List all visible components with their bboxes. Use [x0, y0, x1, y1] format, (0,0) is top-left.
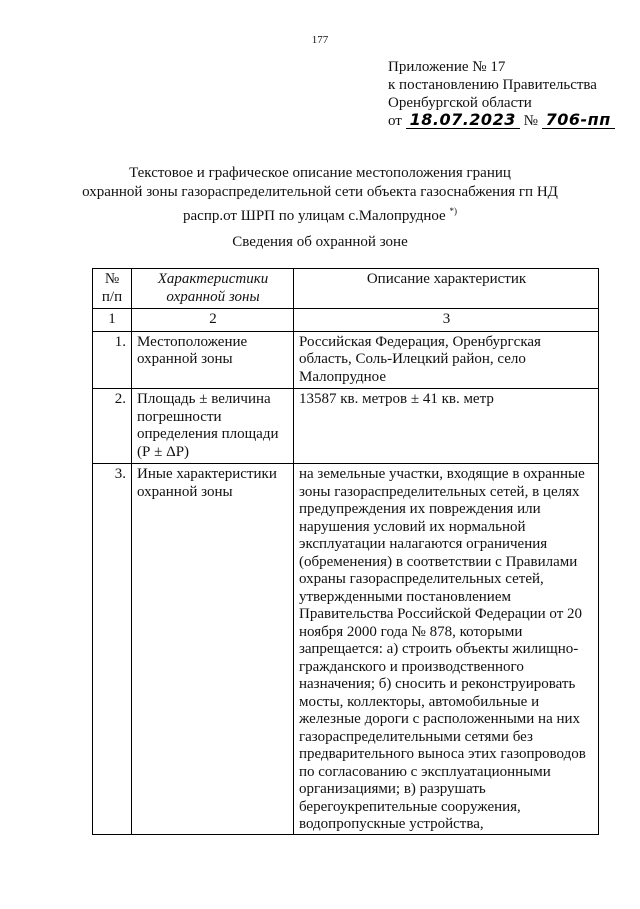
- row-number: 3.: [93, 464, 132, 835]
- date-prefix: от: [388, 113, 402, 129]
- number-sign: №: [523, 113, 538, 129]
- title-line-2: охранной зоны газораспределительной сети объекта газоснабжения гп НД: [82, 184, 558, 200]
- title-line-3: [0, 202, 640, 226]
- row-characteristic: Площадь ± величина погрешности определения площади (Р ± ΔР): [132, 389, 294, 464]
- table-row: [93, 464, 599, 835]
- table-column-numbers-row: [93, 309, 599, 332]
- row-number: 2.: [93, 389, 132, 464]
- annex-line-2: к постановлению Правительства: [388, 77, 597, 93]
- title-line-1: Текстовое и графическое описание местоположения границ: [129, 165, 511, 181]
- footnote-mark: *): [449, 206, 457, 216]
- annex-line-1: Приложение № 17: [388, 59, 506, 75]
- handwritten-number: 706-пп: [542, 112, 615, 129]
- table-row: [93, 331, 599, 389]
- row-description: 13587 кв. метров ± 41 кв. метр: [294, 389, 599, 464]
- row-characteristic: Иные характеристики охранной зоны: [132, 464, 294, 835]
- table-row: [93, 389, 599, 464]
- annex-block: [388, 58, 615, 130]
- page-number: 177: [311, 34, 329, 46]
- row-characteristic: Местоположение охранной зоны: [132, 331, 294, 389]
- column-number-1: 1: [93, 309, 132, 332]
- header-characteristics: Характеристики охранной зоны: [132, 269, 294, 309]
- row-description: на земельные участки, входящие в охранные зоны газораспределительных сетей, в целях предупреждения их повреждения или нарушения условий их нормальной эксплуатации налагаются ограничения (обременения) в соответствии с Правилами охраны газораспределительных сетей, утвержденными постановлением Правительства Российской Федерации от 20 ноября 2000 года № 878, которыми запрещается: а) строить объекты жилищно-гражданского и производственного назначения; б) сносить и реконструировать мосты, коллекторы, автомобильные и железные дороги с расположенными на них газораспределительными сетями без предварительного выноса этих газопроводов по согласованию с эксплуатационными организациями; в) разрушать берегоукрепительные сооружения, водопропускные устройства,: [294, 464, 599, 835]
- document-title: [0, 164, 640, 226]
- row-description: Российская Федерация, Оренбургская область, Соль-Илецкий район, село Малопрудное: [294, 331, 599, 389]
- table-header-row: [93, 269, 599, 309]
- column-number-3: 3: [294, 309, 599, 332]
- header-description: Описание характеристик: [294, 269, 599, 309]
- annex-line-3: Оренбургской области: [388, 95, 532, 111]
- annex-date-line: [388, 112, 615, 130]
- row-number: 1.: [93, 331, 132, 389]
- handwritten-date: 18.07.2023: [406, 112, 520, 129]
- column-number-2: 2: [132, 309, 294, 332]
- section-subtitle: Сведения об охранной зоне: [232, 234, 408, 250]
- protection-zone-table: [92, 268, 599, 835]
- title-line-3-text: распр.от ШРП по улицам с.Малопрудное: [183, 208, 446, 224]
- header-num: № п/п: [93, 269, 132, 309]
